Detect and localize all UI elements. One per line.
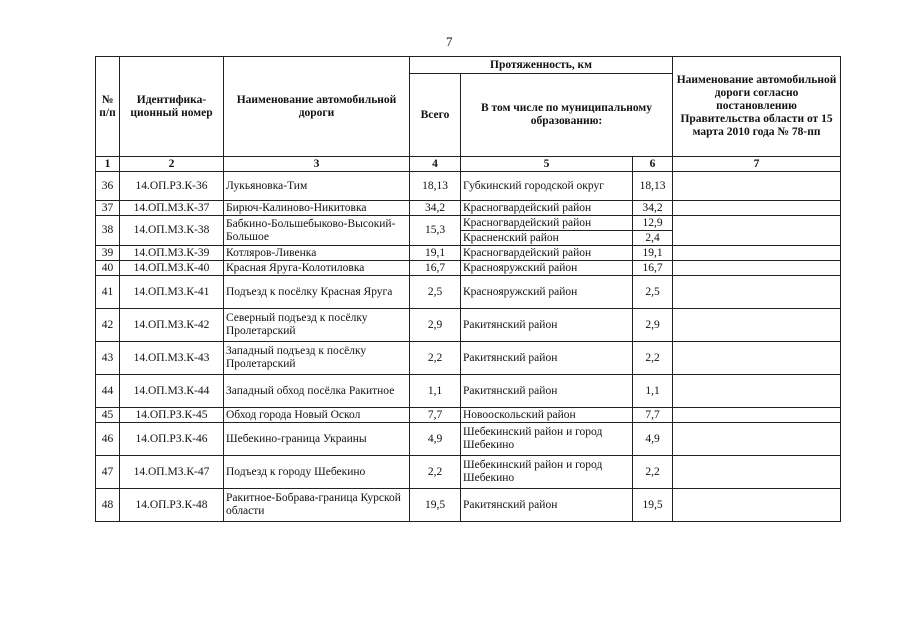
decree-name-cell xyxy=(673,246,841,261)
decree-name-cell xyxy=(673,408,841,423)
municipality: Шебекинский район и город Шебекино xyxy=(461,456,633,489)
road-id: 14.ОП.МЗ.К-40 xyxy=(120,261,224,276)
road-total-km: 2,5 xyxy=(410,276,461,309)
decree-name-cell xyxy=(673,423,841,456)
column-number: 7 xyxy=(673,157,841,172)
municipality: Красногвардейский район xyxy=(461,246,633,261)
column-number: 5 xyxy=(461,157,633,172)
road-total-km: 19,1 xyxy=(410,246,461,261)
column-number: 1 xyxy=(96,157,120,172)
road-name: Северный подъезд к посёлку Пролетарский xyxy=(224,309,410,342)
municipality: Краснояружский район xyxy=(461,276,633,309)
municipality-km: 19,1 xyxy=(633,246,673,261)
header-num: № п/п xyxy=(96,57,120,157)
municipality: Красногвардейский район xyxy=(461,216,633,231)
road-id: 14.ОП.РЗ.К-48 xyxy=(120,489,224,522)
table-row xyxy=(96,489,841,522)
row-number: 45 xyxy=(96,408,120,423)
road-total-km: 2,2 xyxy=(410,456,461,489)
row-number: 36 xyxy=(96,172,120,201)
table-row xyxy=(96,375,841,408)
row-number: 47 xyxy=(96,456,120,489)
header-name: Наименование автомобильной дороги xyxy=(224,57,410,157)
table-row xyxy=(96,246,841,261)
road-name: Шебекино-граница Украины xyxy=(224,423,410,456)
road-name: Бирюч-Калиново-Никитовка xyxy=(224,201,410,216)
municipality-km: 34,2 xyxy=(633,201,673,216)
table-row xyxy=(96,172,841,201)
road-id: 14.ОП.РЗ.К-46 xyxy=(120,423,224,456)
road-total-km: 16,7 xyxy=(410,261,461,276)
decree-name-cell xyxy=(673,261,841,276)
decree-name-cell xyxy=(673,172,841,201)
road-name: Обход города Новый Оскол xyxy=(224,408,410,423)
column-number: 2 xyxy=(120,157,224,172)
decree-name-cell xyxy=(673,309,841,342)
road-total-km: 18,13 xyxy=(410,172,461,201)
table-row xyxy=(96,408,841,423)
table-row xyxy=(96,276,841,309)
municipality-km: 2,2 xyxy=(633,456,673,489)
road-id: 14.ОП.МЗ.К-47 xyxy=(120,456,224,489)
road-id: 14.ОП.МЗ.К-37 xyxy=(120,201,224,216)
decree-name-cell xyxy=(673,342,841,375)
municipality-km: 4,9 xyxy=(633,423,673,456)
road-id: 14.ОП.РЗ.К-45 xyxy=(120,408,224,423)
road-name: Ракитное-Бобрава-граница Курской области xyxy=(224,489,410,522)
column-number: 3 xyxy=(224,157,410,172)
municipality-km: 2,5 xyxy=(633,276,673,309)
road-total-km: 19,5 xyxy=(410,489,461,522)
road-id: 14.ОП.МЗ.К-43 xyxy=(120,342,224,375)
municipality: Краснояружский район xyxy=(461,261,633,276)
row-number: 43 xyxy=(96,342,120,375)
roads-table xyxy=(95,56,841,522)
road-name: Западный обход посёлка Ракитное xyxy=(224,375,410,408)
row-number: 37 xyxy=(96,201,120,216)
road-id: 14.ОП.РЗ.К-36 xyxy=(120,172,224,201)
municipality: Шебекинский район и город Шебекино xyxy=(461,423,633,456)
table-row xyxy=(96,261,841,276)
decree-name-cell xyxy=(673,216,841,246)
road-id: 14.ОП.МЗ.К-39 xyxy=(120,246,224,261)
decree-name-cell xyxy=(673,201,841,216)
municipality: Ракитянский район xyxy=(461,342,633,375)
header-including: В том числе по муниципальному образованию: xyxy=(461,74,673,157)
road-total-km: 4,9 xyxy=(410,423,461,456)
municipality: Ракитянский район xyxy=(461,375,633,408)
table-row xyxy=(96,309,841,342)
municipality-km: 2,2 xyxy=(633,342,673,375)
table-row xyxy=(96,216,841,231)
municipality-km: 12,9 xyxy=(633,216,673,231)
row-number: 44 xyxy=(96,375,120,408)
municipality-km: 19,5 xyxy=(633,489,673,522)
road-name: Красная Яруга-Колотиловка xyxy=(224,261,410,276)
row-number: 39 xyxy=(96,246,120,261)
header-total: Всего xyxy=(410,74,461,157)
row-number: 41 xyxy=(96,276,120,309)
road-name: Подъезд к посёлку Красная Яруга xyxy=(224,276,410,309)
municipality-km: 1,1 xyxy=(633,375,673,408)
row-number: 38 xyxy=(96,216,120,246)
road-total-km: 15,3 xyxy=(410,216,461,246)
road-total-km: 2,2 xyxy=(410,342,461,375)
decree-name-cell xyxy=(673,276,841,309)
municipality: Губкинский городской округ xyxy=(461,172,633,201)
road-id: 14.ОП.МЗ.К-38 xyxy=(120,216,224,246)
table-row xyxy=(96,456,841,489)
row-number: 42 xyxy=(96,309,120,342)
row-number: 46 xyxy=(96,423,120,456)
row-number: 48 xyxy=(96,489,120,522)
table-row xyxy=(96,423,841,456)
road-total-km: 1,1 xyxy=(410,375,461,408)
table-row xyxy=(96,201,841,216)
road-total-km: 7,7 xyxy=(410,408,461,423)
road-total-km: 34,2 xyxy=(410,201,461,216)
column-number: 4 xyxy=(410,157,461,172)
municipality: Красногвардейский район xyxy=(461,201,633,216)
decree-name-cell xyxy=(673,375,841,408)
municipality-km: 7,7 xyxy=(633,408,673,423)
municipality-km: 2,9 xyxy=(633,309,673,342)
column-numbers-row xyxy=(96,157,841,172)
decree-name-cell xyxy=(673,489,841,522)
road-total-km: 2,9 xyxy=(410,309,461,342)
header-decree-name: Наименование автомобильной дороги согласно постановлению Правительства области от 15 марта 2010 года № 78-пп xyxy=(673,57,841,157)
road-name: Подъезд к городу Шебекино xyxy=(224,456,410,489)
municipality: Новооскольский район xyxy=(461,408,633,423)
header-id: Идентифика-ционный номер xyxy=(120,57,224,157)
municipality-km: 16,7 xyxy=(633,261,673,276)
road-id: 14.ОП.МЗ.К-41 xyxy=(120,276,224,309)
municipality-km: 2,4 xyxy=(633,231,673,246)
municipality-km: 18,13 xyxy=(633,172,673,201)
road-name: Лукьяновка-Тим xyxy=(224,172,410,201)
page-number: 7 xyxy=(446,34,453,49)
decree-name-cell xyxy=(673,456,841,489)
municipality: Ракитянский район xyxy=(461,489,633,522)
road-name: Котляров-Ливенка xyxy=(224,246,410,261)
row-number: 40 xyxy=(96,261,120,276)
road-id: 14.ОП.МЗ.К-44 xyxy=(120,375,224,408)
road-name: Бабкино-Большебыково-Высокий-Большое xyxy=(224,216,410,246)
municipality: Красненский район xyxy=(461,231,633,246)
table-row xyxy=(96,342,841,375)
column-number: 6 xyxy=(633,157,673,172)
municipality: Ракитянский район xyxy=(461,309,633,342)
road-name: Западный подъезд к посёлку Пролетарский xyxy=(224,342,410,375)
road-id: 14.ОП.МЗ.К-42 xyxy=(120,309,224,342)
header-length-group: Протяженность, км xyxy=(410,57,673,74)
